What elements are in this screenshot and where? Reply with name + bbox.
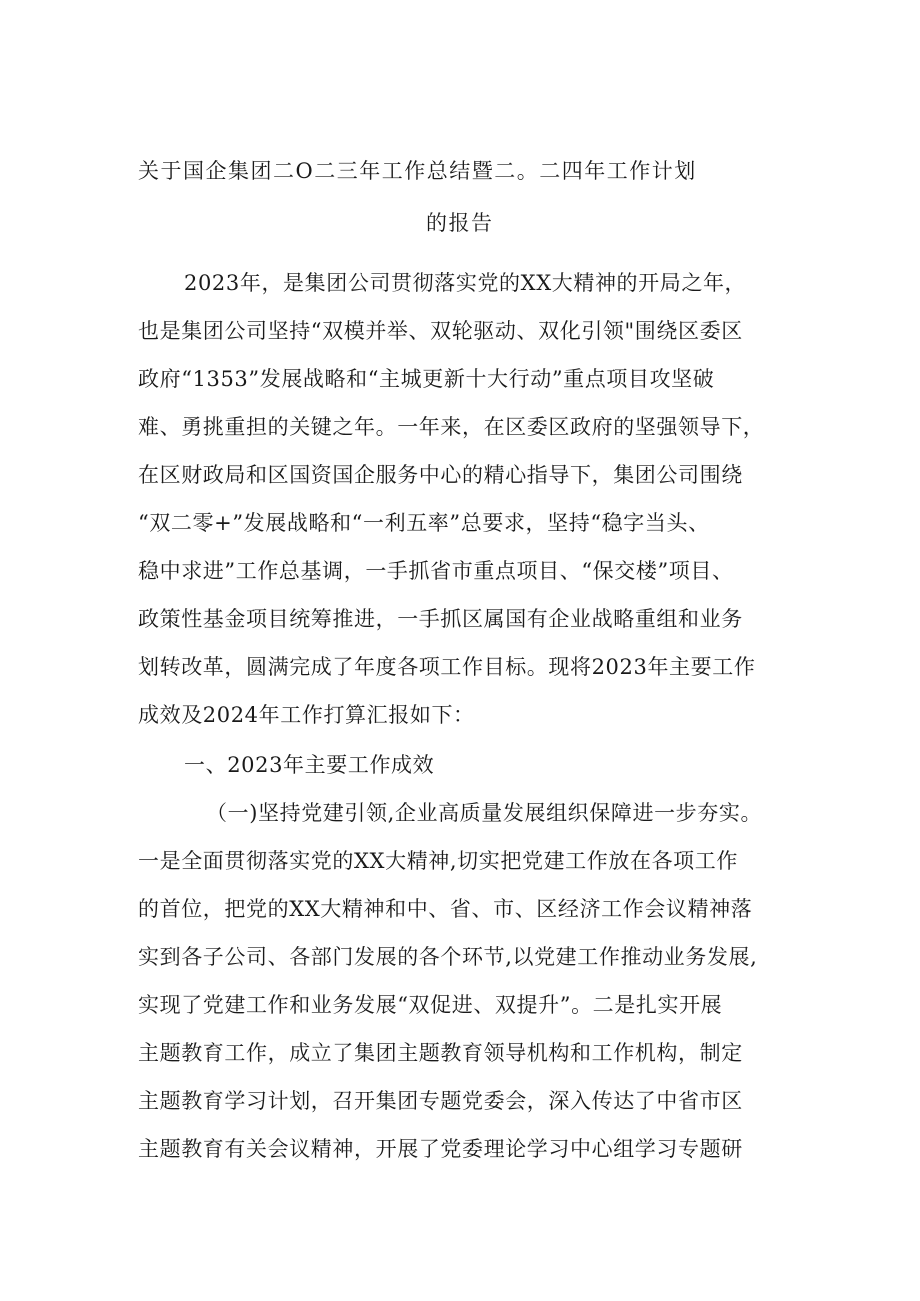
body-line-14: 的首位，把党的XX大精神和中、省、市、区经济工作会议精神落 (138, 897, 753, 921)
body-line-7: 稳中求进”工作总基调，一手抓省市重点项目、“保交楼”项目、 (138, 559, 734, 583)
section-heading-1: 一、2023年主要工作成效 (184, 753, 435, 777)
body-line-19: 主题教育有关会议精神，开展了党委理论学习中心组学习专题研 (138, 1137, 743, 1161)
body-line-15: 实到各子公司、各部门发展的各个环节,以党建工作推动业务发展, (138, 945, 758, 969)
body-line-18: 主题教育学习计划，召开集团专题党委会，深入传达了中省市区 (138, 1089, 743, 1113)
body-line-9: 划转改革，圆满完成了年度各项工作目标。现将2023年主要工作 (138, 655, 756, 679)
body-line-5: 在区财政局和区国资国企服务中心的精心指导下，集团公司围绕 (138, 463, 743, 487)
body-line-13: 一是全面贯彻落实党的XX大精神,切实把党建工作放在各项工作 (138, 849, 738, 873)
document-title-line-1: 关于国企集团二O二三年工作总结暨二。二四年工作计划 (138, 159, 697, 183)
body-line-6: “双二零+”发展战略和“一利五率”总要求，坚持“稳字当头、 (138, 511, 710, 535)
body-line-8: 政策性基金项目统筹推进，一手抓区属国有企业战略重组和业务 (138, 607, 743, 631)
body-line-16: 实现了党建工作和业务发展“双促进、双提升”。二是扎实开展 (138, 993, 723, 1017)
body-line-10: 成效及2024年工作打算汇报如下： (138, 703, 475, 727)
body-line-1: 2023年，是集团公司贯彻落实党的XX大精神的开局之年， (184, 271, 747, 295)
body-line-2: 也是集团公司坚持“双模并举、双轮驱动、双化引领"围绕区委区 (138, 319, 743, 343)
subsection-heading-1: （一)坚持党建引领,企业高质量发展组织保障进一步夯实。 (206, 801, 763, 825)
body-line-17: 主题教育工作，成立了集团主题教育领导机构和工作机构，制定 (138, 1041, 743, 1065)
document-title-line-2: 的报告 (426, 211, 494, 235)
body-line-4: 难、勇挑重担的关键之年。一年来，在区委区政府的坚强领导下， (138, 415, 765, 439)
body-line-3: 政府“1353”发展战略和“主城更新十大行动”重点项目攻坚破 (138, 367, 715, 391)
